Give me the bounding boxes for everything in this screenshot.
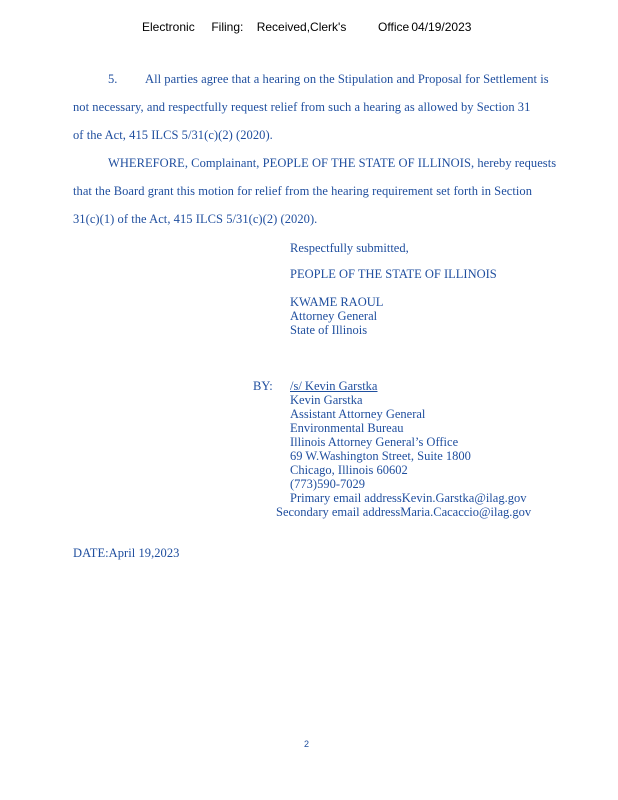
electronic-signature <box>290 379 377 393</box>
ag-title: Attorney General <box>290 309 378 323</box>
by-label: BY: <box>253 379 273 393</box>
wherefore-line-2: that the Board grant this motion for relief from the hearing requirement set forth in Section <box>73 184 533 198</box>
header-office: Office <box>378 20 410 34</box>
header-electronic: Electronic <box>142 20 195 34</box>
electronic-filing-header <box>142 20 471 34</box>
paragraph-5-line-2: not necessary, and respectfully request relief from such a hearing as allowed by Section 31 <box>73 100 531 114</box>
primary-email: Primary email addressKevin.Garstka@ilag.gov <box>290 491 527 505</box>
ag-state: State of Illinois <box>290 323 368 337</box>
wherefore-line-1: WHEREFORE, Complainant, PEOPLE OF THE STATE OF ILLINOIS, hereby requests <box>108 156 557 170</box>
paragraph-5-line-3: of the Act, 415 ILCS 5/31(c)(2) (2020). <box>73 128 273 142</box>
signature-text: /s/ Kevin Garstka <box>290 379 378 393</box>
wherefore-line-3: 31(c)(1) of the Act, 415 ILCS 5/31(c)(2) (2020). <box>73 212 318 226</box>
header-received: Received,Clerk's <box>256 20 347 34</box>
respectfully-submitted: Respectfully submitted, <box>290 241 409 255</box>
signer-office: Illinois Attorney General’s Office <box>290 435 459 449</box>
paragraph-5-line-1: All parties agree that a hearing on the Stipulation and Proposal for Settlement is <box>145 72 549 86</box>
signer-bureau: Environmental Bureau <box>290 421 404 435</box>
paragraph-5-number: 5. <box>108 72 118 86</box>
date-line: DATE:April 19,2023 <box>73 546 180 560</box>
secondary-email: Secondary email addressMaria.Cacaccio@ilag.gov <box>276 505 532 519</box>
signer-name: Kevin Garstka <box>290 393 363 407</box>
signer-street: 69 W.Washington Street, Suite 1800 <box>290 449 471 463</box>
ag-name: KWAME RAOUL <box>290 295 384 309</box>
page-number: 2 <box>304 739 310 749</box>
signer-phone: (773)590-7029 <box>290 477 365 491</box>
signer-city: Chicago, Illinois 60602 <box>290 463 408 477</box>
signer-title: Assistant Attorney General <box>290 407 426 421</box>
header-date: 04/19/2023 <box>411 20 472 34</box>
people-of-illinois: PEOPLE OF THE STATE OF ILLINOIS <box>290 267 497 281</box>
header-filing: Filing: <box>211 20 244 34</box>
